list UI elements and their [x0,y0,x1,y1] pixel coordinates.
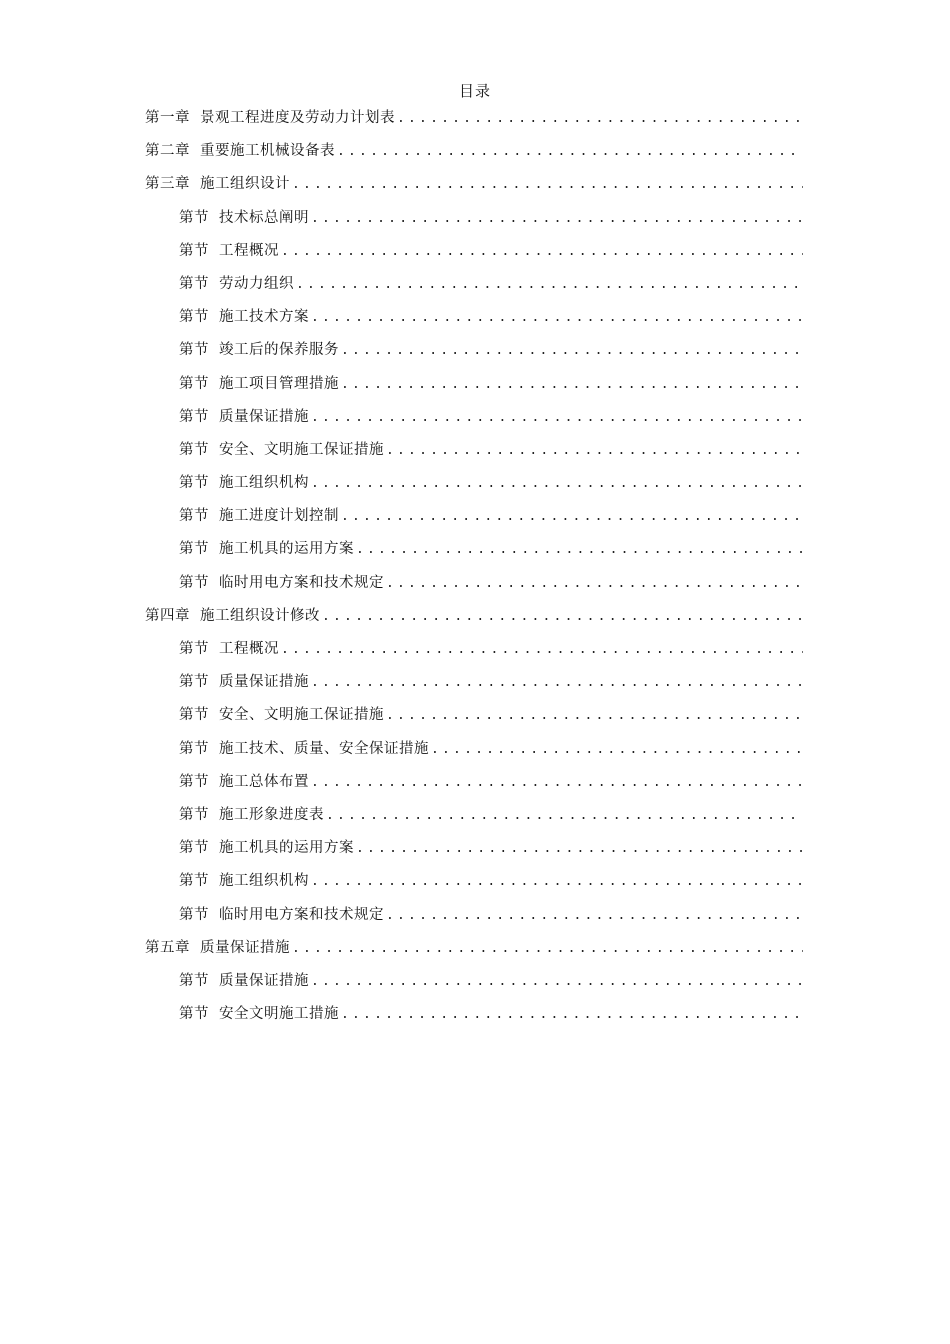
toc-dot-leader [386,440,803,462]
toc-entry-label: 第节 [179,873,209,890]
toc-entry-section[interactable] [145,970,803,1003]
toc-entry-title: 重要施工机械设备表 [200,143,335,160]
toc-entry-title: 施工组织设计修改 [200,607,320,624]
toc-entry-title: 安全、文明施工保证措施 [219,707,384,724]
toc-dot-leader [356,539,803,561]
toc-entry-title: 施工组织机构 [219,475,309,492]
toc-entry-section[interactable] [145,505,803,538]
toc-entry-chapter[interactable] [145,937,803,970]
toc-entry-section[interactable] [145,870,803,903]
toc-dot-leader [311,208,803,230]
toc-dot-leader [386,573,803,595]
toc-entry-title: 安全、文明施工保证措施 [219,441,384,458]
toc-entry-section[interactable] [145,273,803,306]
toc-entry-title: 施工机具的运用方案 [219,541,354,558]
toc-entry-section[interactable] [145,538,803,571]
toc-entry-title: 施工技术方案 [219,309,309,326]
toc-entry-label: 第三章 [145,176,190,193]
toc-entry-label: 第节 [179,275,209,292]
toc-entry-section[interactable] [145,1003,803,1036]
toc-dot-leader [341,340,803,362]
toc-entry-label: 第五章 [145,939,190,956]
toc-list [145,107,803,1036]
toc-entry-title: 工程概况 [219,242,279,259]
toc-entry-title: 临时用电方案和技术规定 [219,574,384,591]
toc-entry-label: 第节 [179,641,209,657]
toc-entry-label: 第节 [179,408,209,425]
toc-dot-leader [341,1004,803,1026]
toc-entry-label: 第节 [179,972,209,989]
toc-entry-section[interactable] [145,638,803,671]
toc-entry-chapter[interactable] [145,107,803,140]
toc-entry-title: 施工组织机构 [219,873,309,890]
toc-entry-label: 第二章 [145,143,190,160]
toc-entry-section[interactable] [145,837,803,870]
toc-entry-label: 第节 [179,541,209,558]
toc-dot-leader [386,705,803,727]
toc-entry-title: 工程概况 [219,641,279,657]
toc-entry-title: 劳动力组织 [219,275,294,292]
toc-entry-section[interactable] [145,306,803,339]
toc-entry-label: 第节 [179,342,209,359]
toc-dot-leader [431,739,803,761]
toc-dot-leader [326,805,803,827]
toc-entry-label: 第节 [179,375,209,392]
toc-entry-title: 质量保证措施 [219,674,309,691]
toc-entry-label: 第节 [179,840,209,857]
toc-entry-title: 竣工后的保养服务 [219,342,339,359]
toc-dot-leader [296,274,803,296]
toc-dot-leader [281,241,803,263]
toc-dot-leader [341,374,803,396]
toc-entry-section[interactable] [145,904,803,937]
toc-entry-title: 质量保证措施 [200,939,290,956]
toc-entry-label: 第节 [179,773,209,790]
toc-entry-label: 第节 [179,209,209,226]
toc-entry-label: 第节 [179,1006,209,1023]
toc-dot-leader [311,672,803,694]
toc-entry-section[interactable] [145,439,803,472]
toc-entry-title: 施工项目管理措施 [219,375,339,392]
toc-entry-chapter[interactable] [145,605,803,638]
toc-entry-title: 技术标总阐明 [219,209,309,226]
toc-entry-label: 第节 [179,740,209,757]
toc-entry-section[interactable] [145,771,803,804]
toc-dot-leader [356,838,803,860]
toc-entry-title: 质量保证措施 [219,972,309,989]
toc-entry-label: 第节 [179,707,209,724]
toc-dot-leader [311,407,803,429]
toc-entry-label: 第一章 [145,110,190,126]
toc-entry-title: 施工机具的运用方案 [219,840,354,857]
toc-dot-leader [397,108,803,130]
toc-entry-label: 第节 [179,806,209,823]
toc-entry-title: 施工形象进度表 [219,806,324,823]
toc-dot-leader [311,772,803,794]
toc-title: 目录 [458,82,491,100]
toc-entry-title: 临时用电方案和技术规定 [219,906,384,923]
toc-dot-leader [311,971,803,993]
toc-dot-leader [281,639,803,661]
toc-entry-title: 施工组织设计 [200,176,290,193]
toc-dot-leader [311,473,803,495]
toc-entry-title: 施工技术、质量、安全保证措施 [219,740,429,757]
toc-entry-section[interactable] [145,207,803,240]
toc-entry-label: 第四章 [145,607,190,624]
toc-entry-title: 质量保证措施 [219,408,309,425]
toc-entry-section[interactable] [145,738,803,771]
toc-entry-label: 第节 [179,309,209,326]
toc-entry-title: 施工进度计划控制 [219,508,339,525]
toc-entry-section[interactable] [145,804,803,837]
toc-entry-title: 安全文明施工措施 [219,1006,339,1023]
toc-entry-chapter[interactable] [145,173,803,206]
toc-dot-leader [341,506,803,528]
toc-dot-leader [292,174,803,196]
toc-dot-leader [322,606,803,628]
toc-dot-leader [337,141,803,163]
toc-entry-label: 第节 [179,508,209,525]
toc-entry-label: 第节 [179,242,209,259]
toc-entry-section[interactable] [145,339,803,372]
toc-entry-label: 第节 [179,441,209,458]
toc-dot-leader [311,871,803,893]
toc-dot-leader [311,307,803,329]
toc-entry-label: 第节 [179,475,209,492]
toc-entry-section[interactable] [145,572,803,605]
toc-dot-leader [386,905,803,927]
toc-entry-section[interactable] [145,472,803,505]
toc-entry-section[interactable] [145,373,803,406]
toc-entry-section[interactable] [145,704,803,737]
toc-entry-chapter[interactable] [145,140,803,173]
toc-entry-title: 施工总体布置 [219,773,309,790]
toc-entry-label: 第节 [179,906,209,923]
toc-dot-leader [292,938,803,960]
toc-entry-label: 第节 [179,574,209,591]
toc-entry-section[interactable] [145,671,803,704]
toc-entry-label: 第节 [179,674,209,691]
toc-entry-section[interactable] [145,406,803,439]
toc-entry-title: 景观工程进度及劳动力计划表 [200,110,395,126]
toc-entry-section[interactable] [145,240,803,273]
